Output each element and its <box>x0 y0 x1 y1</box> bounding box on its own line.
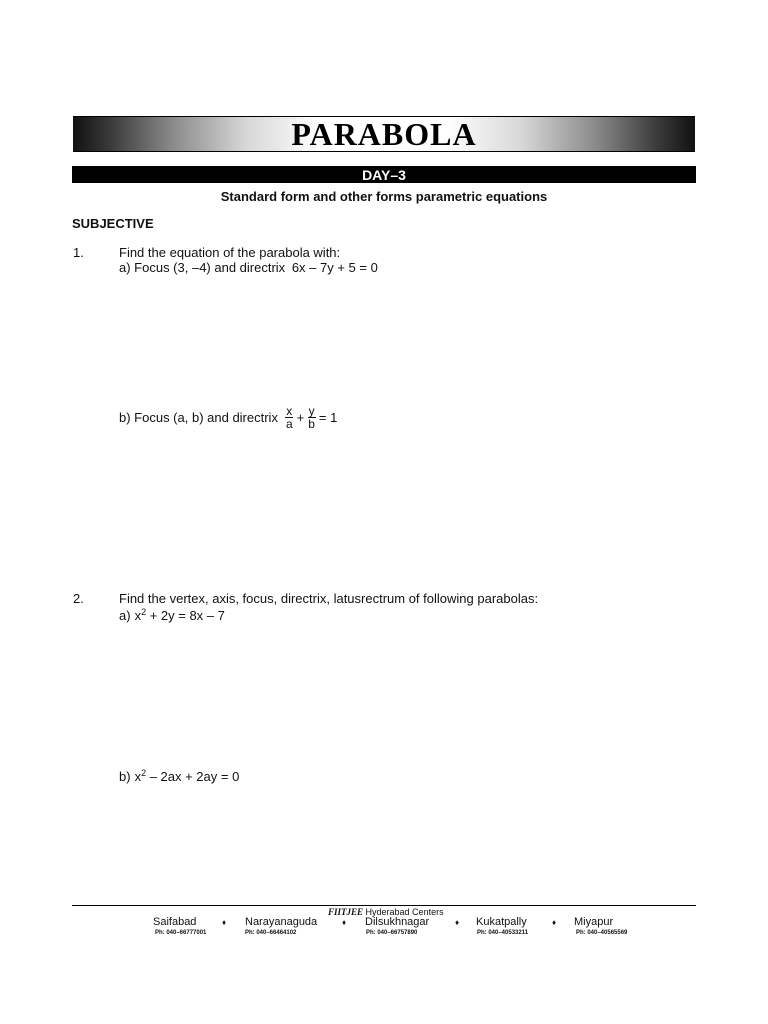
center-phone-saifabad: Ph: 040–66777001 <box>155 930 207 936</box>
question-2b <box>119 769 239 784</box>
question-1a-label: a) Focus (3, –4) and directrix <box>119 260 286 275</box>
question-2a-label: a) <box>119 608 131 623</box>
page-title: PARABOLA <box>291 116 477 152</box>
separator-diamond: ♦ <box>552 918 557 927</box>
question-1b-label: b) Focus (a, b) and directrix <box>119 410 278 425</box>
question-2-prompt: Find the vertex, axis, focus, directrix, latusrectrum of following parabolas: <box>119 591 539 606</box>
question-2a <box>119 608 225 623</box>
question-2-number: 2. <box>73 591 84 606</box>
fraction-x-over-a: $\frac{x}{a}$ <box>285 404 293 431</box>
question-1b <box>119 405 337 430</box>
center-name-narayanaguda: Narayanaguda <box>245 916 318 928</box>
separator-diamond: ♦ <box>222 918 227 927</box>
center-name-saifabad: Saifabad <box>153 916 197 928</box>
center-name-dilsukhnagar: Dilsukhnagar <box>365 916 430 928</box>
center-phone-miyapur: Ph: 040–40565569 <box>576 930 628 936</box>
center-name-miyapur: Miyapur <box>574 916 614 928</box>
question-2b-power: 2 <box>141 768 147 778</box>
day-label: DAY–3 <box>362 166 406 183</box>
question-1a <box>119 260 378 275</box>
question-2b-rest: – 2ax + 2ay = 0 <box>146 769 240 784</box>
question-2b-label: b) <box>119 769 131 784</box>
title-banner <box>73 116 695 152</box>
section-heading: SUBJECTIVE <box>72 216 154 231</box>
separator-diamond: ♦ <box>455 918 460 927</box>
question-2a-power: 2 <box>141 607 147 617</box>
question-1-number: 1. <box>73 245 84 260</box>
subtitle: Standard form and other forms parametric equations <box>220 189 548 204</box>
center-phone-kukatpally: Ph: 040–40533211 <box>477 930 529 936</box>
footer-divider <box>72 905 696 906</box>
fraction-y-over-b: $\frac{y}{b}$ <box>308 404 315 431</box>
question-2a-base: x <box>134 608 142 623</box>
center-phone-dilsukhnagar: Ph: 040–66757890 <box>366 930 418 936</box>
separator-diamond: ♦ <box>342 918 347 927</box>
question-2a-rest: + 2y = 8x – 7 <box>146 608 225 623</box>
day-bar <box>72 166 696 183</box>
question-1a-expr: 6x – 7y + 5 = 0 <box>291 260 378 275</box>
question-2b-base: x <box>134 769 142 784</box>
question-1-prompt: Find the equation of the parabola with: <box>119 245 341 260</box>
center-name-kukatpally: Kukatpally <box>476 916 527 928</box>
footer-title-text: Hyderabad Centers <box>365 907 444 917</box>
question-1b-rhs: = 1 <box>318 410 338 425</box>
center-phone-narayanaguda: Ph: 040–66464102 <box>245 930 297 936</box>
footer-brand-logo: FIITJEE <box>328 907 364 917</box>
plus-sign: + <box>296 410 305 425</box>
